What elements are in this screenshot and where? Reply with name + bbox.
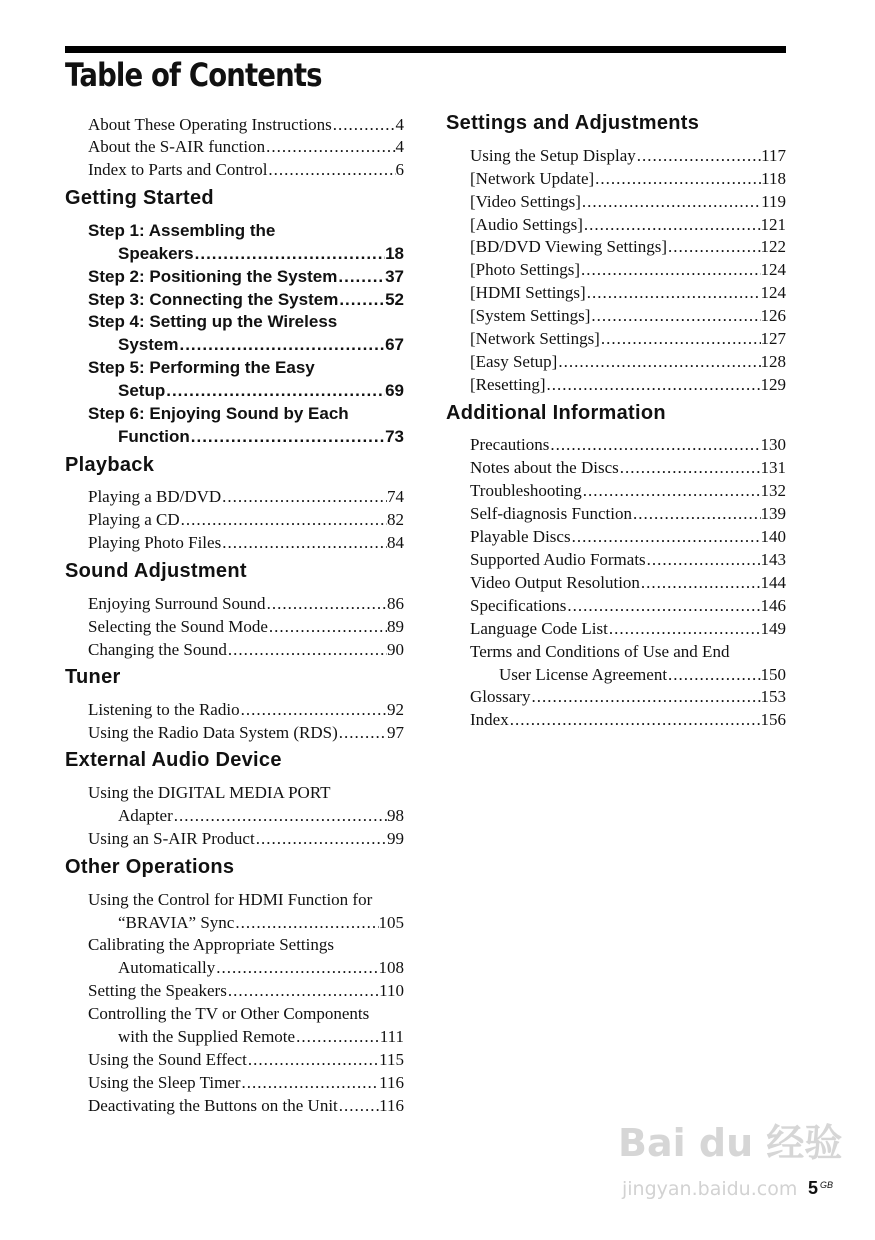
page-number: 5 (808, 1178, 819, 1198)
toc-entry[interactable]: Precautions ..... 130 (470, 433, 786, 456)
toc-entry-line1[interactable]: Step 6: Enjoying Sound by Each (88, 404, 349, 423)
toc-entry[interactable]: About These Operating Instructions ..... 4 (88, 113, 404, 136)
toc-entry[interactable]: Video Output Resolution ..... 144 (470, 571, 786, 594)
toc-entry[interactable]: [Video Settings] ..... 119 (470, 190, 786, 213)
toc-entry[interactable]: [HDMI Settings] ..... 124 (470, 281, 786, 304)
toc-entry[interactable]: [Resetting] ..... 129 (470, 373, 786, 396)
toc-entry[interactable]: Self-diagnosis Function ..... 139 (470, 502, 786, 525)
toc-entry[interactable]: Notes about the Discs ..... 131 (470, 456, 786, 479)
toc-entry[interactable]: Selecting the Sound Mode ..... 89 (88, 615, 404, 638)
toc-entry[interactable]: Listening to the Radio ..... 92 (88, 698, 404, 721)
toc-entry[interactable]: Adapter ..... 98 (118, 804, 404, 827)
section-heading-playback: Playback (65, 454, 155, 476)
page-title: Table of Contents (65, 56, 322, 94)
toc-entry[interactable]: Using the Radio Data System (RDS) ..... 97 (88, 721, 404, 744)
toc-entry[interactable]: Glossary ..... 153 (470, 685, 786, 708)
toc-entry-line1[interactable]: Using the Control for HDMI Function for (88, 890, 373, 909)
section-heading-settings: Settings and Adjustments (446, 112, 700, 134)
toc-entry[interactable]: Using the Sound Effect ..... 115 (88, 1048, 404, 1071)
section-heading-external-audio: External Audio Device (65, 749, 282, 771)
toc-entry-line1[interactable]: Step 1: Assembling the (88, 221, 276, 240)
toc-entry[interactable]: Enjoying Surround Sound ..... 86 (88, 592, 404, 615)
toc-entry[interactable]: User License Agreement ..... 150 (499, 663, 786, 686)
toc-entry[interactable]: Using the Sleep Timer ..... 116 (88, 1071, 404, 1094)
section-heading-other-operations: Other Operations (65, 856, 235, 878)
toc-entry[interactable]: with the Supplied Remote ..... 111 (118, 1025, 404, 1048)
toc-entry[interactable]: Index ..... 156 (470, 708, 786, 731)
section-heading-tuner: Tuner (65, 666, 121, 688)
section-heading-getting-started: Getting Started (65, 187, 214, 209)
toc-entry[interactable]: [Photo Settings] ..... 124 (470, 258, 786, 281)
toc-entry[interactable]: Playing a CD ..... 82 (88, 508, 404, 531)
toc-entry[interactable]: Deactivating the Buttons on the Unit ..... 116 (88, 1094, 404, 1117)
toc-entry[interactable]: Step 2: Positioning the System ..... 37 (88, 265, 404, 288)
toc-entry[interactable]: Supported Audio Formats ..... 143 (470, 548, 786, 571)
toc-entry[interactable]: “BRAVIA” Sync ..... 105 (118, 911, 404, 934)
toc-entry-line1[interactable]: Using the DIGITAL MEDIA PORT (88, 783, 331, 802)
toc-entry[interactable]: [Easy Setup] ..... 128 (470, 350, 786, 373)
toc-entry[interactable]: Function ..... 73 (118, 425, 404, 448)
toc-entry-line1[interactable]: Step 4: Setting up the Wireless (88, 312, 338, 331)
toc-entry[interactable]: Speakers ..... 18 (118, 242, 404, 265)
toc-entry-line1[interactable]: Controlling the TV or Other Components (88, 1004, 370, 1023)
toc-entry[interactable]: [Network Update] ..... 118 (470, 167, 786, 190)
section-heading-additional-info: Additional Information (446, 402, 666, 424)
page-suffix: GB (820, 1180, 834, 1190)
header-rule (65, 46, 786, 53)
toc-entry[interactable]: Playable Discs ..... 140 (470, 525, 786, 548)
toc-entry[interactable]: About the S-AIR function ..... 4 (88, 135, 404, 158)
toc-entry[interactable]: Specifications ..... 146 (470, 594, 786, 617)
toc-entry-line1[interactable]: Terms and Conditions of Use and End (470, 642, 730, 661)
toc-entry[interactable]: [Network Settings] ..... 127 (470, 327, 786, 350)
toc-entry[interactable]: Using an S-AIR Product ..... 99 (88, 827, 404, 850)
toc-entry[interactable]: Index to Parts and Control ..... 6 (88, 158, 404, 181)
toc-entry[interactable]: Using the Setup Display ..... 117 (470, 144, 786, 167)
toc-entry[interactable]: Playing Photo Files ..... 84 (88, 531, 404, 554)
toc-entry[interactable]: Changing the Sound ..... 90 (88, 638, 404, 661)
toc-entry[interactable]: [Audio Settings] ..... 121 (470, 213, 786, 236)
toc-entry[interactable]: Automatically ..... 108 (118, 956, 404, 979)
toc-entry[interactable]: Playing a BD/DVD ..... 74 (88, 485, 404, 508)
toc-entry[interactable]: [System Settings] ..... 126 (470, 304, 786, 327)
toc-entry-line1[interactable]: Step 5: Performing the Easy (88, 358, 315, 377)
toc-entry-line1[interactable]: Calibrating the Appropriate Settings (88, 935, 334, 954)
toc-entry[interactable]: Setup ..... 69 (118, 379, 404, 402)
toc-entry[interactable]: Step 3: Connecting the System ..... 52 (88, 288, 404, 311)
toc-entry[interactable]: [BD/DVD Viewing Settings] ..... 122 (470, 235, 786, 258)
toc-entry[interactable]: Troubleshooting ..... 132 (470, 479, 786, 502)
watermark-url: jingyan.baidu.com (622, 1178, 798, 1200)
toc-entry[interactable]: System ..... 67 (118, 333, 404, 356)
toc-entry[interactable]: Language Code List ..... 149 (470, 617, 786, 640)
toc-entry[interactable]: Setting the Speakers ..... 110 (88, 979, 404, 1002)
section-heading-sound-adjustment: Sound Adjustment (65, 560, 247, 582)
watermark-logo: Bai du 经验 (618, 1121, 843, 1165)
